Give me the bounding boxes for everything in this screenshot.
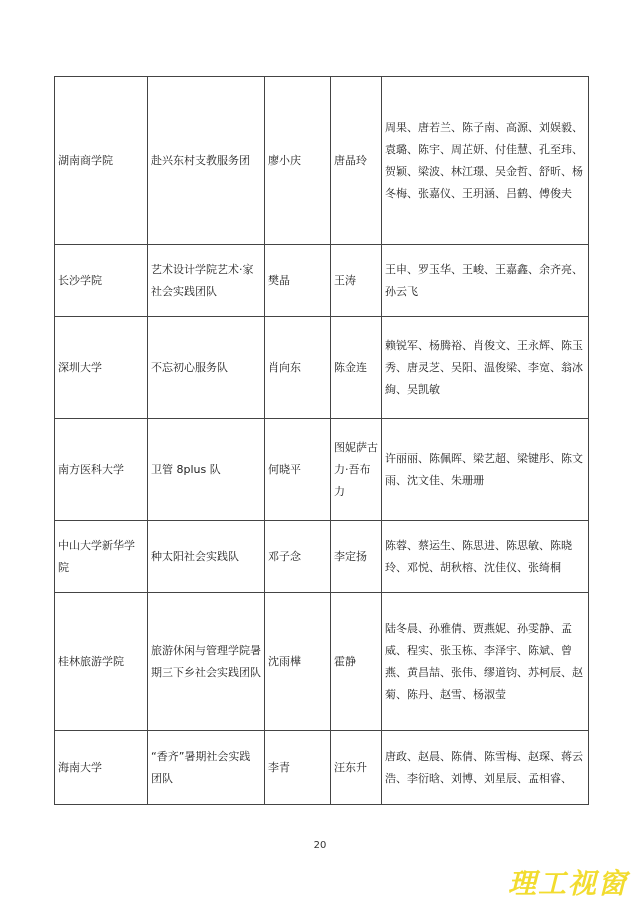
table-row: [55, 77, 589, 245]
table-row: [55, 245, 589, 317]
team-cell: 赴兴东村支教服务团: [148, 77, 265, 245]
leader-cell: 李青: [265, 731, 331, 805]
university-cell: 长沙学院: [55, 245, 148, 317]
table-row: [55, 317, 589, 419]
table-row: [55, 521, 589, 593]
roster-table: [54, 76, 589, 805]
tutor-cell: 王涛: [331, 245, 382, 317]
leader-cell: 何晓平: [265, 419, 331, 521]
table-row: [55, 593, 589, 731]
leader-cell: 廖小庆: [265, 77, 331, 245]
members-cell: 陈蓉、蔡运生、陈思进、陈思敏、陈晓玲、邓悦、胡秋榕、沈佳仪、张绮桐: [382, 521, 589, 593]
leader-cell: 樊晶: [265, 245, 331, 317]
tutor-cell: 图妮萨古力·吾布力: [331, 419, 382, 521]
table-row: [55, 731, 589, 805]
leader-cell: 邓子念: [265, 521, 331, 593]
tutor-cell: 霍静: [331, 593, 382, 731]
members-cell: 许丽丽、陈佩晖、梁艺超、梁键彤、陈文雨、沈文佳、朱珊珊: [382, 419, 589, 521]
members-cell: 王申、罗玉华、王峻、王嘉鑫、余齐亮、孙云飞: [382, 245, 589, 317]
university-cell: 南方医科大学: [55, 419, 148, 521]
university-cell: 桂林旅游学院: [55, 593, 148, 731]
tutor-cell: 李定扬: [331, 521, 382, 593]
watermark-logo: 理工视窗: [507, 867, 628, 900]
team-cell: “香齐”暑期社会实践团队: [148, 731, 265, 805]
university-cell: 海南大学: [55, 731, 148, 805]
tutor-cell: 汪东升: [331, 731, 382, 805]
team-cell: 不忘初心服务队: [148, 317, 265, 419]
university-cell: 深圳大学: [55, 317, 148, 419]
university-cell: 中山大学新华学院: [55, 521, 148, 593]
members-cell: 周果、唐若兰、陈子南、高源、刘娱毅、袁璐、陈宇、周芷妍、付佳慧、孔至玮、贺颖、梁波、林江璟、吴金哲、舒昕、杨冬梅、张嘉仪、王玥涵、吕鹤、傅俊夫: [382, 77, 589, 245]
leader-cell: 沈雨樺: [265, 593, 331, 731]
tutor-cell: 唐晶玲: [331, 77, 382, 245]
team-cell: 种太阳社会实践队: [148, 521, 265, 593]
team-cell: 卫管 8plus 队: [148, 419, 265, 521]
page-number: 20: [313, 840, 327, 851]
table-row: [55, 419, 589, 521]
members-cell: 赖锐军、杨腾裕、肖俊文、王永辉、陈玉秀、唐灵芝、吴阳、温俊梁、李宽、翁冰絢、吴凯敏: [382, 317, 589, 419]
members-cell: 陆冬晨、孙雅倩、贾燕妮、孙雯静、孟威、程实、张玉栋、李泽宇、陈斌、曾燕、黄昌喆、张伟、缪道钧、苏柯辰、赵菊、陈丹、赵雪、杨淑莹: [382, 593, 589, 731]
tutor-cell: 陈金连: [331, 317, 382, 419]
team-cell: 艺术设计学院艺术·家社会实践团队: [148, 245, 265, 317]
team-cell: 旅游休闲与管理学院暑期三下乡社会实践团队: [148, 593, 265, 731]
university-cell: 湖南商学院: [55, 77, 148, 245]
members-cell: 唐政、赵晨、陈倩、陈雪梅、赵琛、蒋云浩、李衍晗、刘博、刘星辰、孟相睿、: [382, 731, 589, 805]
leader-cell: 肖向东: [265, 317, 331, 419]
